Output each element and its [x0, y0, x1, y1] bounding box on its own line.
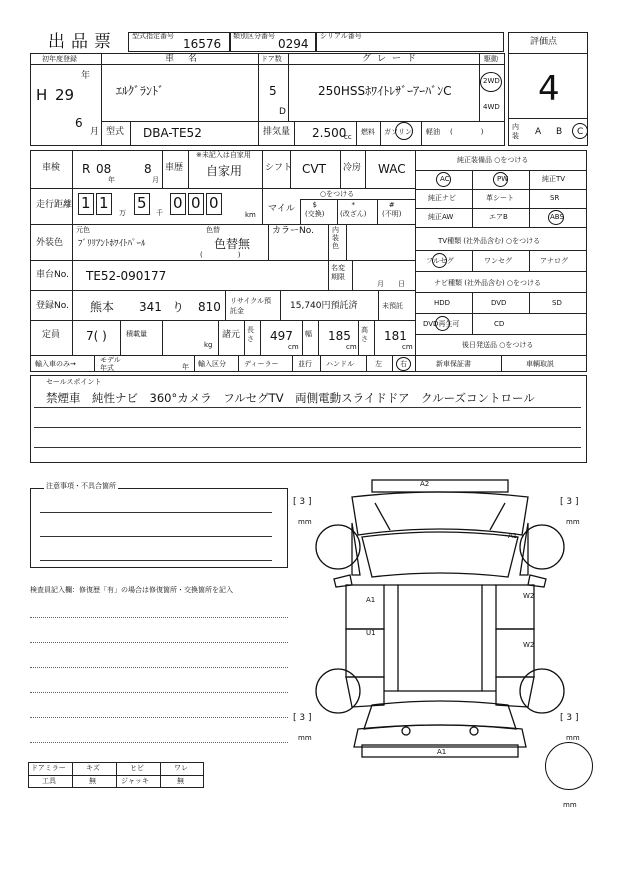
usage-label: 車歴 — [165, 163, 184, 173]
wheel-rr — [520, 669, 564, 713]
fuel-gas: ガソリン — [384, 128, 412, 136]
damage-front: A2 — [420, 480, 430, 488]
name-change-unit: 月 日 — [377, 280, 405, 288]
reg-class: 341 — [139, 300, 162, 314]
equip-leather: 革シート — [486, 194, 514, 202]
unknown-label: # (不明) — [382, 201, 402, 218]
reg-kana: り — [172, 300, 185, 314]
height-unit: cm — [402, 343, 413, 351]
equip-ac-circle — [436, 172, 451, 187]
legend-v3: ジャッキ — [121, 777, 149, 785]
ac-value: WAC — [378, 162, 406, 176]
model-label: 型式 — [106, 127, 125, 137]
ac-label: 冷房 — [343, 163, 362, 173]
first-reg-year: 29 — [55, 86, 75, 104]
navi-sd: SD — [552, 299, 562, 307]
tire-rl: [ 3 ] — [293, 713, 312, 723]
chassis-label: 車台No. — [36, 270, 69, 280]
wheel-rl — [316, 669, 360, 713]
dims-label: 諸元 — [222, 330, 241, 340]
drive-4wd: 4WD — [483, 103, 500, 111]
height-label: 高さ — [361, 326, 368, 343]
mileage-digit-1: 1 — [81, 194, 91, 212]
tire-rr: [ 3 ] — [560, 713, 579, 723]
navi-dvd-play-circle — [435, 316, 450, 331]
tv-fullseg: フルセグ — [426, 257, 454, 265]
usage-note: ※未記入は自家用 — [196, 151, 251, 159]
tire-rr-unit: mm — [566, 734, 580, 742]
tire-fl-unit: mm — [298, 518, 312, 526]
displacement-label: 排気量 — [263, 127, 291, 137]
type-cert-label: 型式指定番号 — [132, 32, 174, 40]
spare-tire-unit: mm — [563, 801, 577, 809]
equip-abs: ABS — [550, 213, 564, 221]
tire-fr: [ 3 ] — [560, 497, 579, 507]
capacity-value: 7( ) — [86, 329, 107, 343]
navi-dvd: DVD — [491, 299, 507, 307]
equip-pw-circle — [493, 172, 508, 187]
tv-header: TV種類 (社外品含む) ○をつける — [438, 237, 541, 245]
length-label: 長さ — [247, 326, 254, 343]
shaken-year: 08 — [96, 162, 112, 176]
tire-rl-unit: mm — [298, 734, 312, 742]
usage-value: 自家用 — [206, 164, 243, 178]
legend-v2: 無 — [89, 777, 96, 785]
damage-left-rear: U1 — [366, 629, 376, 637]
tv-oneseg: ワンセグ — [484, 257, 512, 265]
mileage-digit-4: 0 — [173, 194, 183, 212]
load-label: 積載量 — [126, 330, 147, 338]
handle-label: ハンドル — [326, 360, 354, 368]
reg-num: 810 — [198, 300, 221, 314]
legend-h2: キズ — [86, 764, 100, 772]
right-circle — [396, 357, 411, 371]
legend-v4: 無 — [177, 777, 184, 785]
inspector-label: 検査員記入欄：修復歴「有」の場合は修復箇所・交換箇所を記入 — [30, 586, 233, 594]
interior-c-circle — [572, 123, 588, 139]
mile-label: マイル — [268, 204, 295, 214]
grade-label: グレード — [362, 54, 423, 64]
tv-fullseg-circle — [432, 253, 447, 268]
interior-grade-c: C — [577, 127, 584, 137]
import-class-label: 輸入区分 — [198, 360, 226, 368]
vehicle-name: ｴﾙｸﾞﾗﾝﾄﾞ — [116, 84, 165, 98]
chassis-value: TE52-090177 — [86, 269, 167, 283]
navi-cd: CD — [494, 320, 505, 328]
tire-fr-unit: mm — [566, 518, 580, 526]
damage-right-rear: W2 — [523, 641, 535, 649]
shift-label: シフト — [265, 163, 293, 173]
fuel-label: 燃料 — [361, 128, 375, 136]
type-cert-value: 16576 — [183, 37, 222, 51]
caution-label: 注意事項・不具合箇所 — [46, 482, 116, 490]
first-reg-month: 6 — [75, 116, 83, 130]
kg-unit: kg — [204, 341, 213, 349]
mileage-digit-5: 0 — [191, 194, 201, 212]
length-unit: cm — [288, 343, 299, 351]
mileage-sen: 千 — [156, 209, 163, 217]
width-value: 185 — [328, 329, 351, 343]
reg-area: 熊本 — [90, 300, 115, 314]
displacement-unit: cc — [344, 133, 352, 141]
width-unit: cm — [346, 343, 357, 351]
mileage-digit-2: 1 — [99, 194, 109, 212]
sales-block — [30, 375, 587, 463]
drive-2wd: 2WD — [483, 77, 500, 85]
legend-h1: ドアミラー — [31, 764, 66, 772]
orig-color-value: ﾌﾞﾘﾘｱﾝﾄﾎﾜｲﾄﾊﾟｰﾙ — [78, 239, 146, 249]
windshield — [362, 532, 518, 577]
unpaid-label: 未預託 — [382, 302, 403, 310]
spare-tire — [545, 742, 593, 790]
doors-label: ドア数 — [261, 55, 282, 63]
tire-fl: [ 3 ] — [293, 497, 312, 507]
sheet-title: 出品票 — [48, 32, 117, 52]
doors-suffix: D — [279, 107, 286, 117]
drive-2wd-circle — [480, 72, 502, 92]
mileage-km: km — [245, 211, 256, 219]
drive-label: 駆動 — [484, 55, 498, 63]
legend-v1: 工具 — [42, 777, 56, 785]
fuel-paren: ( ) — [450, 128, 484, 136]
orig-color-label: 元色 — [76, 226, 90, 234]
equip-sr: SR — [550, 194, 560, 202]
width-label: 幅 — [305, 330, 312, 338]
model-year-unit: 年 — [182, 363, 189, 371]
shaken-era: R — [82, 162, 91, 176]
import-label: 輸入車のみ→ — [35, 360, 76, 368]
sales-label: セールスポイント — [46, 378, 102, 386]
tailgate — [354, 725, 526, 747]
legend-h4: ワレ — [174, 764, 188, 772]
caution-block — [30, 488, 288, 568]
navi-header: ナビ種類 (社外品含む) ○をつける — [434, 279, 542, 287]
tv-analog: アナログ — [540, 257, 568, 265]
recycle-value: 15,740円預託済 — [290, 301, 358, 311]
tamper-label: * (改ざん) — [340, 201, 367, 218]
damage-left-front: A1 — [366, 596, 376, 604]
front-bumper — [372, 480, 508, 492]
equip-abs-circle — [548, 210, 564, 225]
color-change-value: 色替無 — [214, 237, 251, 251]
model-value: DBA-TE52 — [143, 126, 202, 140]
reg-label: 登録No. — [36, 301, 69, 311]
recycle-label: リサイクル預託金 — [230, 297, 272, 315]
roof — [398, 585, 482, 691]
hood — [352, 492, 528, 535]
door-lf — [346, 585, 384, 629]
doors-value: 5 — [269, 84, 277, 98]
fuel-light: 軽油 — [426, 128, 440, 136]
first-reg-era: H — [36, 86, 48, 104]
sales-text: 禁煙車 純性ナビ 360°カメラ フルセグTV 両側電動スライドドア クルーズコントロール — [46, 391, 535, 405]
navi-dvd-play: DVD再生可 — [423, 320, 460, 328]
capacity-label: 定員 — [42, 330, 61, 340]
first-reg-label: 初年度登録 — [42, 55, 77, 63]
displacement-value: 2.500 — [312, 126, 347, 140]
door-lr — [346, 629, 384, 677]
damage-right-front: W2 — [523, 592, 535, 600]
first-reg-month-unit: 月 — [90, 127, 100, 137]
score-label: 評価点 — [530, 37, 558, 47]
equip-airbag: エアB — [489, 213, 508, 221]
damage-front-right: A1 — [508, 532, 518, 540]
score-value: 4 — [538, 69, 560, 109]
shift-value: CVT — [302, 162, 326, 176]
shaken-year-unit: 年 — [108, 176, 115, 184]
color-paren: ( ) — [200, 251, 241, 259]
name-change-label: 名変期限 — [331, 264, 345, 281]
damage-rear: A1 — [437, 748, 447, 756]
class-label: 類別区分番号 — [233, 32, 275, 40]
mileage-digit-3: 5 — [137, 194, 147, 212]
right-label: 右 — [400, 360, 407, 368]
later-header: 後日発送品 ○をつける — [462, 341, 534, 349]
shaken-month-unit: 月 — [152, 176, 159, 184]
circle-note: ○をつける — [320, 190, 355, 198]
equip-aw: 純正AW — [428, 213, 454, 221]
color-no-label: カラーNo. — [272, 226, 314, 236]
color-label: 外装色 — [36, 238, 64, 248]
equip-navi: 純正ナビ — [428, 194, 456, 202]
parallel-label: 並行 — [298, 360, 312, 368]
exchange-label: $ (交換) — [305, 201, 325, 218]
length-value: 497 — [270, 329, 293, 343]
mileage-digit-6: 0 — [209, 194, 219, 212]
model-year-label: モデル年式 — [100, 356, 121, 372]
interior-label: 内装 — [512, 123, 519, 140]
dealer-label: ディーラー — [244, 360, 279, 368]
color-num-label: 色替 — [206, 226, 220, 234]
grade-value: 250HSSﾎﾜｲﾄﾚｻﾞｰｱｰﾊﾞﾝC — [318, 84, 452, 98]
equip-header: 純正装備品 ○をつける — [457, 156, 529, 164]
equip-tv: 純正TV — [542, 175, 566, 183]
equip-ac: AC — [440, 175, 450, 183]
mileage-label: 走行距離 — [36, 200, 73, 210]
fuel-gas-circle — [395, 122, 413, 140]
interior-grade-b: B — [556, 127, 563, 137]
serial-label: シリアル番号 — [320, 32, 362, 40]
left-label: 左 — [375, 360, 382, 368]
later-manual: 車輌取説 — [526, 360, 554, 368]
mileage-man: 万 — [119, 209, 126, 217]
name-label: 車名 — [165, 54, 212, 64]
class-value: 0294 — [278, 37, 309, 51]
navi-hdd: HDD — [434, 299, 451, 307]
int-color-label: 内装色 — [332, 226, 339, 250]
legend-h3: ヒビ — [130, 764, 144, 772]
equip-pw: PW — [497, 175, 509, 183]
shaken-month: 8 — [144, 162, 152, 176]
first-reg-year-unit: 年 — [81, 71, 91, 81]
shaken-label: 車検 — [42, 163, 61, 173]
door-rr — [496, 629, 534, 677]
height-value: 181 — [384, 329, 407, 343]
later-warranty: 新車保証書 — [436, 360, 471, 368]
interior-grade-a: A — [535, 127, 542, 137]
